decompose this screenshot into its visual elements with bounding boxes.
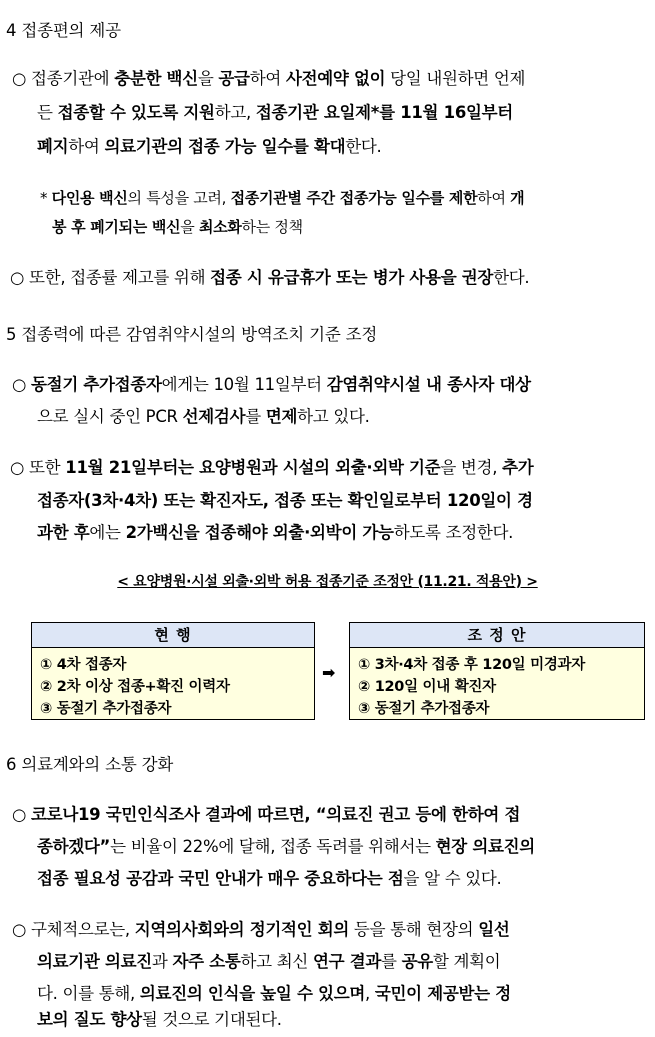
revised-criteria-header: 조 정 안 [350,623,644,648]
s6-p1-line3: 접종 필요성 공감과 국민 안내가 매우 중요하다는 점을 알 수 있다. [37,869,502,888]
revised-item-3: ③ 동절기 추가접종자 [358,701,490,717]
s6-p2-line1: ○ 구체적으로는, 지역의사회와의 정기적인 회의 등을 통해 현장의 일선 [12,920,510,939]
s6-p1-line1: ○ 코로나19 국민인식조사 결과에 따르면, “의료진 권고 등에 한하여 접 [12,805,521,824]
current-item-3: ③ 동절기 추가접종자 [40,701,172,717]
table-caption: < 요양병원·시설 외출·외박 허용 접종기준 조정안 (11.21. 적용안) > [117,574,538,590]
s5-p2-line2: 접종자(3차·4차) 또는 확진자도, 접종 또는 확인일로부터 120일이 경 [37,491,533,510]
current-item-1: ① 4차 접종자 [40,657,127,673]
section-6-heading: 6 의료계와의 소통 강화 [6,755,174,774]
s6-p2-line3: 다. 이를 통해, 의료진의 인식을 높일 수 있으며, 국민이 제공받는 정 [37,984,511,1003]
section-5-heading: 5 접종력에 따른 감염취약시설의 방역조치 기준 조정 [6,325,378,344]
revised-item-1: ① 3차·4차 접종 후 120일 미경과자 [358,657,585,673]
s4-p1-line1: ○ 접종기관에 충분한 백신을 공급하여 사전예약 없이 당일 내원하면 언제 [12,69,526,88]
section-4-heading: 4 접종편의 제공 [6,21,121,40]
s4-note-line1: * 다인용 백신의 특성을 고려, 접종기관별 주간 접종가능 일수를 제한하여 개 [40,189,525,207]
revised-criteria-box [349,622,645,720]
current-criteria-box [31,622,315,720]
s6-p1-line2: 종하겠다”는 비율이 22%에 달해, 접종 독려를 위해서는 현장 의료진의 [37,837,535,856]
s5-p2-line3: 과한 후에는 2가백신을 접종해야 외출·외박이 가능하도록 조정한다. [37,523,514,542]
s5-p1-line1: ○ 동절기 추가접종자에게는 10월 11일부터 감염취약시설 내 종사자 대상 [12,375,531,394]
s6-p2-line4: 보의 질도 향상될 것으로 기대된다. [37,1010,282,1029]
right-arrow-icon: ➡ [322,663,336,682]
s4-p1-line2: 든 접종할 수 있도록 지원하고, 접종기관 요일제*를 11월 16일부터 [37,103,513,122]
s4-p2-line1: ○ 또한, 접종률 제고를 위해 접종 시 유급휴가 또는 병가 사용을 권장한다. [10,268,530,287]
revised-item-2: ② 120일 이내 확진자 [358,679,496,695]
current-criteria-header: 현 행 [32,623,314,648]
s6-p2-line2: 의료기관 의료진과 자주 소통하고 최신 연구 결과를 공유할 계획이 [37,952,501,971]
s4-p1-line3: 폐지하여 의료기관의 접종 가능 일수를 확대한다. [37,137,382,156]
current-item-2: ② 2차 이상 접종+확진 이력자 [40,679,230,695]
s5-p2-line1: ○ 또한 11월 21일부터는 요양병원과 시설의 외출·외박 기준을 변경, 추가 [10,458,534,477]
s4-note-line2: 봉 후 폐기되는 백신을 최소화하는 정책 [52,218,303,236]
s5-p1-line2: 으로 실시 중인 PCR 선제검사를 면제하고 있다. [37,407,370,426]
